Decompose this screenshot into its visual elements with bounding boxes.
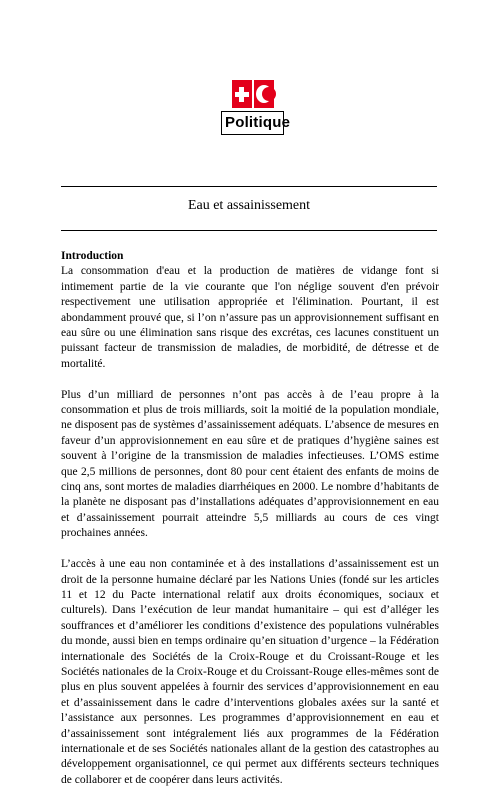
cross-horizontal — [235, 92, 249, 97]
logo — [221, 80, 291, 135]
document-title: Eau et assainissement — [187, 198, 311, 213]
logo-label: Politique — [221, 111, 284, 135]
top-divider — [61, 186, 437, 187]
paragraph: L’accès à une eau non contaminée et à des installations d’assainissement est un droit de la personne humaine déclaré par les Nations Unies (fondé sur les articles 11 et 12 du Pacte international relatif aux droits économiques, sociaux et culturels). Dans l’exécution de leur mandat humanitaire – qui est d’alléger les souffrances et d’améliorer les conditions d’existence des populations vulnérables du monde, aussi bien en temps ordinaire qu’en situation d’urgence – la Fédération internationale des Sociétés de la Croix-Rouge et du Croissant-Rouge et les Sociétés nationales de la Croix-Rouge et du Croissant-Rouge elles-mêmes sont de plus en plus souvent appelées à fournir des services d’approvisionnement en eau et d’assainissement dans le cadre d’interventions globales axées sur la santé et l’assistance aux personnes. Les programmes d’approvisionnement en eau et d’assainissement sont intégralement liés aux programmes de la Fédération internationale et de ses Sociétés nationales allant de la gestion des catastrophes au développement organisationnel, ce qui permet aux différents secteurs techniques de collaborer et de coopérer dans leurs activités. — [61, 558, 439, 786]
title-divider — [61, 230, 437, 231]
document-body — [61, 249, 439, 804]
crescent-cut — [262, 87, 276, 101]
section-heading: Introduction — [61, 250, 124, 262]
paragraph: Plus d’un milliard de personnes n’ont pas accès à de l’eau propre à la consommation et plus de trois milliards, soit la moitié de la population mondiale, ne disposent pas de systèmes d’assainissement adéquats. L’absence de mesures en faveur d’un approvisionnement en eau sûre et de pratiques d’hygiène saines est souvent à l’origine de la transmission de maladies infectieuses. L’OMS estime que 2,5 millions de personnes, dont 80 pour cent étaient des enfants de moins de cinq ans, sont mortes de maladies diarrhéiques en 2000. Le nombre d’habitants de la planète ne disposant pas d’installations adéquates d’approvisionnement en eau et d’assainissement pourrait atteindre 5,5 milliards au cours de ces vingt prochaines années. — [61, 388, 439, 540]
paragraph: La consommation d'eau et la production de matières de vidange font si intimement partie de la vie courante que l'on néglige souvent d'en prévoir respectivement une utilisation appropriée et l'élimination. Pourtant, il est abondamment prouvé que, si l’on n’assure pas un approvisionnement suffisant en eau sûre ou une élimination sans risque des excrétas, ces lacunes constituent un puissant facteur de transmission de maladies, de morbidité, de détresse et de mortalité. — [61, 265, 439, 370]
red-cross-red-crescent-emblem — [232, 80, 274, 108]
